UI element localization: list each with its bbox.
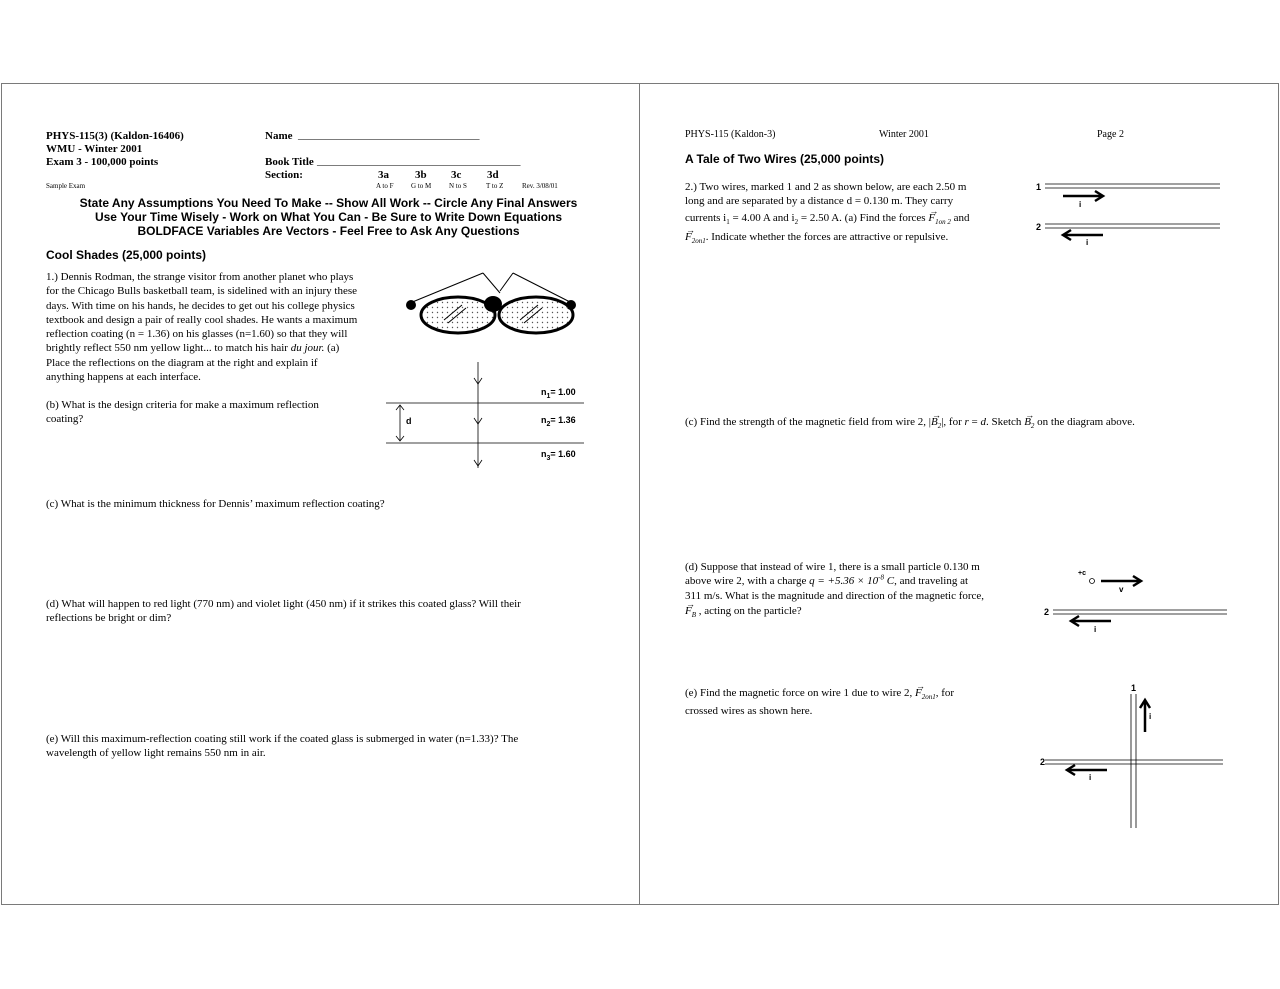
q1d-line: (d) What will happen to red light (770 nm) and violet light (450 nm) if it strikes this coated glass? Will their xyxy=(46,598,521,610)
q2e-b: , for xyxy=(935,687,955,699)
q1b-line: (b) What is the design criteria for make a maximum reflection xyxy=(46,399,319,411)
f-symbol: F xyxy=(915,687,922,699)
school-term: WMU - Winter 2001 xyxy=(46,143,143,155)
r-symbol: r xyxy=(964,416,969,428)
q2c-line: (c) Find the strength of the magnetic field from wire 2, | → $B_2|$, for r = d. Sketch → $B_2$ on the diagram above. xyxy=(685,410,1135,431)
q1-line-6-text: brightly reflect 550 nm yellow light... to match his hair xyxy=(46,342,288,355)
force-b: → $F_B$ xyxy=(685,598,697,620)
n1-sub: 1 xyxy=(546,392,551,400)
velocity-label: v xyxy=(1119,585,1124,594)
n2-label xyxy=(541,415,576,428)
n3-label xyxy=(541,449,576,462)
n2-symbol: n xyxy=(541,415,547,425)
instructions-line-2: Use Your Time Wisely - Work on What You Can - Be Sure to Write Down Equations xyxy=(94,210,563,224)
section-3d[interactable]: 3d xyxy=(487,169,499,181)
q2d-line-2 xyxy=(685,574,984,588)
term-header: Winter 2001 xyxy=(879,129,929,140)
q2d-acting: , acting on the particle? xyxy=(698,604,802,617)
q1-line: anything happens at each interface. xyxy=(46,371,201,384)
section-3b[interactable]: 3b xyxy=(415,169,427,181)
section-heading-two-wires: A Tale of Two Wires (25,000 points) xyxy=(685,152,885,166)
f-symbol: F xyxy=(685,604,692,617)
q2d-line-4 xyxy=(685,598,984,620)
q2d-charge-text: above wire 2, with a charge xyxy=(685,575,807,588)
charge-exponent: -8 xyxy=(878,573,884,582)
question-1e-text xyxy=(46,732,518,761)
f-symbol: F xyxy=(685,230,692,243)
q2d-line: (d) Suppose that instead of wire 1, there is a small particle 0.130 m xyxy=(685,561,980,573)
n2-value: = 1.36 xyxy=(550,415,576,425)
q1d-line: reflections be bright or dim? xyxy=(46,612,172,625)
q2e-line: crossed wires as shown here. xyxy=(685,705,813,718)
q2-find-forces: = 2.50 A. (a) Find the forces xyxy=(798,211,926,224)
b-symbol: B xyxy=(1024,416,1031,428)
wire-2-label: 2 xyxy=(1036,222,1042,232)
question-2-text xyxy=(685,180,969,244)
current-2-label: i xyxy=(1086,238,1089,247)
q1-line-6 xyxy=(46,341,357,355)
wire-2-label-d: 2 xyxy=(1044,607,1050,617)
b-sub: 2 xyxy=(937,422,942,431)
n3-symbol: n xyxy=(541,449,547,459)
q2d-line: 311 m/s. What is the magnitude and direction of the magnetic force, xyxy=(685,589,985,602)
book-title-field[interactable]: _____________________________________ xyxy=(317,155,521,167)
right-lens xyxy=(499,297,573,333)
instructions-line-1: State Any Assumptions You Need To Make -- Show All Work -- Circle Any Final Answers xyxy=(79,196,578,210)
particle xyxy=(1090,579,1095,584)
section-3c-range: N to S xyxy=(449,182,467,190)
q2-attractive: . Indicate whether the forces are attractive or repulsive. xyxy=(705,230,949,243)
bridge xyxy=(484,296,502,312)
q1-line: days. With time on his hands, he decides to get out his college physics xyxy=(46,299,355,312)
current-1-label-e: i xyxy=(1149,712,1152,721)
f-sub: 1on 2 xyxy=(935,217,951,226)
q2c-e: on the diagram above. xyxy=(1037,416,1135,428)
current-2-label-d: i xyxy=(1094,625,1097,634)
exam-title: Exam 3 - 100,000 points xyxy=(46,156,159,168)
n1-value: = 1.00 xyxy=(550,387,576,397)
n3-value: = 1.60 xyxy=(550,449,576,459)
revision-label: Rev. 3/08/01 xyxy=(522,182,558,190)
equals: = xyxy=(971,416,978,428)
f-sub: B xyxy=(691,611,697,620)
q2e-a: (e) Find the magnetic force on wire 1 due to wire 2, xyxy=(685,687,913,699)
question-1b-text xyxy=(46,398,319,427)
wire-1-label: 1 xyxy=(1036,182,1042,192)
wire-1-label-e: 1 xyxy=(1131,683,1137,693)
i1-sub: 1 xyxy=(726,217,730,226)
question-2d-text xyxy=(685,560,984,618)
section-3d-range: T to Z xyxy=(486,182,504,190)
instructions-line-3: BOLDFACE Variables Are Vectors - Feel Free to Ask Any Questions xyxy=(137,224,520,238)
q2-line: 2.) Two wires, marked 1 and 2 as shown below, are each 2.50 m xyxy=(685,181,967,193)
q2-and: and xyxy=(953,211,970,224)
page-number: Page 2 xyxy=(1097,129,1124,140)
f-sub: 2on1 xyxy=(921,693,936,702)
q1-line: textbook and design a pair of really cool shades. He wants a maximum xyxy=(46,313,358,326)
question-2c-text xyxy=(685,410,1135,431)
q2c-a: (c) Find the strength of the magnetic field from wire 2, xyxy=(685,416,927,428)
force-1on2: → $F_{1on 2}$ xyxy=(928,205,951,226)
section-3a[interactable]: 3a xyxy=(378,169,389,181)
question-2e-text xyxy=(685,681,955,719)
crossed-wires-figure xyxy=(1045,690,1230,830)
course-header: PHYS-115 (Kaldon-3) xyxy=(685,129,776,140)
current-1-label: i xyxy=(1079,200,1082,209)
i2-sub: 2 xyxy=(794,217,799,226)
q2-line: long and are separated by a distance d = 0.130 m. They carry xyxy=(685,195,954,208)
q-symbol: q xyxy=(809,575,815,588)
charge-unit: C xyxy=(886,575,895,588)
particle-wire-figure xyxy=(1045,570,1230,635)
thickness-label: d xyxy=(406,416,412,426)
wire-2-label-e: 2 xyxy=(1040,757,1046,767)
q2-currents-2: = 4.00 A and i xyxy=(729,211,795,224)
q1-part-a: (a) xyxy=(327,342,340,355)
n1-label xyxy=(541,387,576,400)
du-jour: du jour. xyxy=(290,342,325,355)
left-hinge xyxy=(406,300,416,310)
book-title-label: Book Title xyxy=(265,156,314,168)
question-1-text xyxy=(46,270,357,384)
d-symbol: d xyxy=(980,416,986,428)
q2c-c: . Sketch xyxy=(985,416,1022,428)
q1b-line: coating? xyxy=(46,413,84,426)
name-label: Name xyxy=(265,130,293,142)
q1-line: Place the reflections on the diagram at the right and explain if xyxy=(46,356,318,369)
f-sub: 2on1 xyxy=(691,237,706,246)
charge-value: = +5.36 × 10 xyxy=(817,575,879,588)
q1-line: reflection coating (n = 1.36) on his glasses (n=1.60) so that they will xyxy=(46,328,348,341)
section-label: Section: xyxy=(265,169,303,181)
name-field[interactable]: _________________________________ xyxy=(298,129,480,141)
page-divider xyxy=(639,83,640,905)
q1-line: 1.) Dennis Rodman, the strange visitor from another planet who plays xyxy=(46,271,354,283)
b2-field: → $B_2$ xyxy=(930,410,942,431)
n3-sub: 3 xyxy=(546,454,551,462)
n1-symbol: n xyxy=(541,387,547,397)
q2d-traveling: , and traveling at xyxy=(894,575,969,588)
q1-line: for the Chicago Bulls basketball team, is sidelined with an injury these xyxy=(46,285,357,298)
section-3b-range: G to M xyxy=(411,182,432,190)
course-title: PHYS-115(3) (Kaldon-16406) xyxy=(46,130,184,142)
q2c-b: , for xyxy=(943,416,962,428)
b-symbol: B xyxy=(930,416,938,428)
charge-label: +c xyxy=(1078,570,1086,577)
b2-sketch: → $B_2$ xyxy=(1024,410,1035,431)
q2-currents: currents i xyxy=(685,211,727,224)
question-1c-text xyxy=(46,497,385,511)
question-1d-text xyxy=(46,597,521,626)
sunglasses-illustration xyxy=(400,265,585,340)
q1e-line: wavelength of yellow light remains 550 nm in air. xyxy=(46,747,266,760)
parallel-wires-figure xyxy=(1045,180,1225,250)
force-2on1-crossed: → $F_{2on1}$ xyxy=(915,681,936,702)
sample-exam-label: Sample Exam xyxy=(46,182,86,190)
section-3c[interactable]: 3c xyxy=(451,169,462,181)
f-symbol: F xyxy=(928,211,936,224)
section-heading-cool-shades: Cool Shades (25,000 points) xyxy=(46,248,207,262)
q1e-line: (e) Will this maximum-reflection coating still work if the coated glass is submerged in water (n=1.33)? The xyxy=(46,733,519,745)
force-2on1: → $F_{2on1}$ xyxy=(685,224,706,246)
n2-sub: 2 xyxy=(546,420,551,428)
q2-line-3 xyxy=(685,205,970,226)
section-3a-range: A to F xyxy=(376,182,394,190)
b-sub: 2 xyxy=(1030,422,1035,431)
q1c-line: (c) What is the minimum thickness for Dennis’ maximum reflection coating? xyxy=(46,498,385,510)
q2e-line-1 xyxy=(685,681,955,702)
q2-line-4 xyxy=(685,224,969,246)
current-2-label-e: i xyxy=(1089,773,1092,782)
